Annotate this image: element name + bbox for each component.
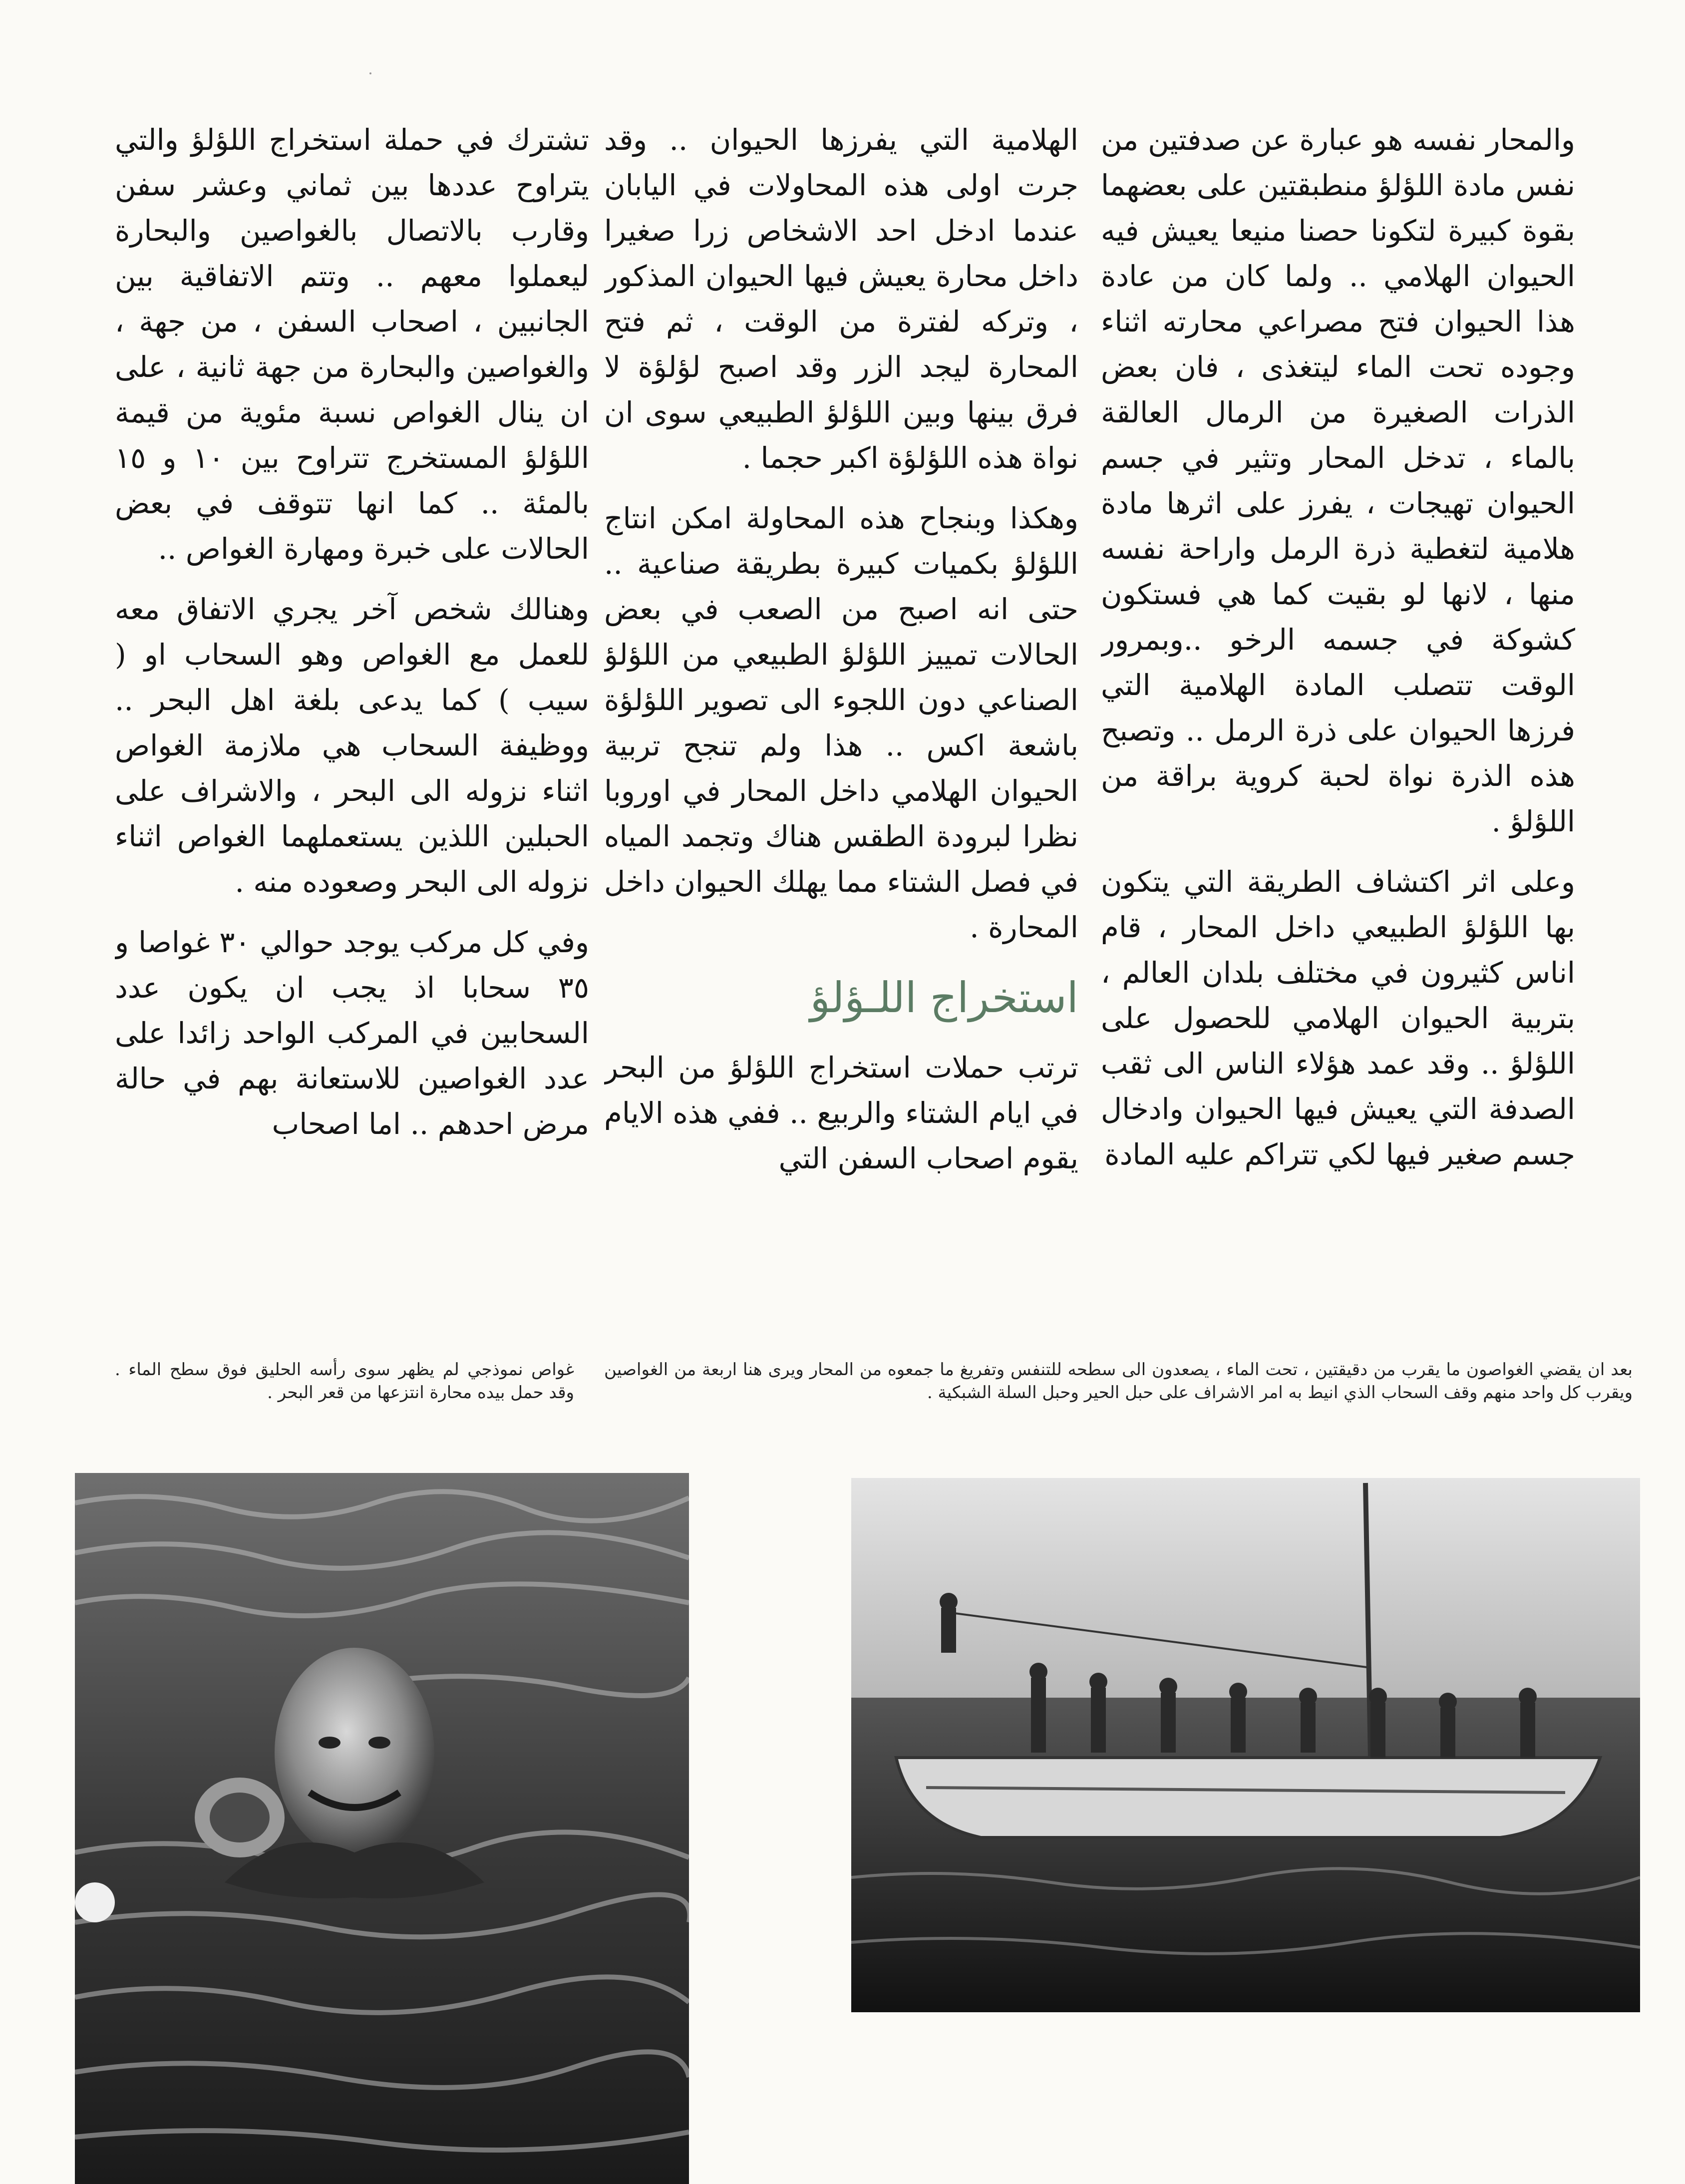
paragraph: وفي كل مركب يوجد حوالي ٣٠ غواصا و ٣٥ سحابا اذ يجب ان يكون عدد السحابين في المركب الواحد زائدا على عدد الغواصين للاستعانة بهم في حالة مرض احدهم .. اما اصحاب xyxy=(115,925,589,1141)
diver-photo xyxy=(75,1473,689,2184)
paragraph: والمحار نفسه هو عبارة عن صدفتين من نفس مادة اللؤلؤ منطبقتين على بعضهما بقوة كبيرة لتكونا حصنا منيعا يعيش فيه الحيوان الهلامي .. ولما كان من عادة هذا الحيوان فتح مصراعي محارته اثناء وجوده تحت الماء ليتغذى ، فان بعض الذرات الصغيرة من الرمال العالقة بالماء ، تدخل المحار وتثير في جسم الحيوان تهيجات ، يفرز على اثرها مادة هلامية لتغطية ذرة الرمل واراحة نفسه منها ، لانها لو بقيت كما هي فستكون كشوكة في جسمه الرخو ..وبمرور الوقت تتصلب المادة الهلامية التي فرزها الحيوان على ذرة الرمل .. وتصبح هذه الذرة نواة لحبة كروية براقة من اللؤلؤ . xyxy=(1101,123,1575,838)
article-column-middle xyxy=(604,117,1078,1326)
boat-photo-caption: بعد ان يقضي الغواصون ما يقرب من دقيقتين ، تحت الماء ، يصعدون الى سطحه للتنفس وتفريغ ما جمعوه من المحار ويرى هنا اربعة من الغواصين ويقرب كل واحد منهم وقف السحاب الذي انيط به امر الاشراف على حبل الحير وحبل السلة الشبكية . xyxy=(604,1360,1633,1403)
section-heading: استخراج اللـؤلؤ xyxy=(810,973,1078,1022)
boat-photo xyxy=(851,1478,1640,2012)
article-column-right xyxy=(1101,117,1575,1326)
paragraph: وعلى اثر اكتشاف الطريقة التي يتكون بها اللؤلؤ الطبيعي داخل المحار ، قام اناس كثيرون في مختلف بلدان العالم ، بتربية الحيوان الهلامي للحصول على اللؤلؤ .. وقد عمد هؤلاء الناس الى ثقب الصدفة التي يعيش فيها الحيوان وادخال جسم صغير فيها لكي تتراكم عليه المادة xyxy=(1101,865,1575,1171)
diver-photo-caption: غواص نموذجي لم يظهر سوى رأسه الحليق فوق سطح الماء . وقد حمل بيده محارة انتزعها من قعر البحر . xyxy=(115,1360,574,1403)
print-speck xyxy=(369,72,371,74)
paragraph: وهنالك شخص آخر يجري الاتفاق معه للعمل مع الغواص وهو السحاب او ( سيب ) كما يدعى بلغة اهل البحر .. ووظيفة السحاب هي ملازمة الغواص اثناء نزوله الى البحر ، والاشراف على الحبلين اللذين يستعملهما الغواص اثناء نزوله الى البحر وصعوده منه . xyxy=(115,592,589,899)
article-column-left xyxy=(115,117,589,1326)
paragraph: وهكذا وبنجاح هذه المحاولة امكن انتاج اللؤلؤ بكميات كبيرة بطريقة صناعية .. حتى انه اصبح من الصعب في بعض الحالات تمييز اللؤلؤ الطبيعي من اللؤلؤ الصناعي دون اللجوء الى تصوير اللؤلؤة باشعة اكس .. هذا ولم تنجح تربية الحيوان الهلامي داخل المحار في اوروبا نظرا لبرودة الطقس هناك وتجمد المياه في فصل الشتاء مما يهلك الحيوان داخل المحارة . xyxy=(604,501,1078,944)
paragraph: تشترك في حملة استخراج اللؤلؤ والتي يتراوح عددها بين ثماني وعشر سفن وقارب بالاتصال بالغواصين والبحارة ليعملوا معهم .. وتتم الاتفاقية بين الجانبين ، اصحاب السفن ، من جهة ، والغواصين والبحارة من جهة ثانية ، على ان ينال الغواص نسبة مئوية من قيمة اللؤلؤ المستخرج تتراوح بين ١٠ و ١٥ بالمئة .. كما انها تتوقف في بعض الحالات على خبرة ومهارة الغواص .. xyxy=(115,123,589,566)
paragraph: الهلامية التي يفرزها الحيوان .. وقد جرت اولى هذه المحاولات في اليابان عندما ادخل احد الاشخاص زرا صغيرا داخل محارة يعيش فيها الحيوان المذكور ، وتركه لفترة من الوقت ، ثم فتح المحارة ليجد الزر وقد اصبح لؤلؤة لا فرق بينها وبين اللؤلؤ الطبيعي سوى ان نواة هذه اللؤلؤة اكبر حجما . xyxy=(604,123,1078,475)
paragraph: ترتب حملات استخراج اللؤلؤ من البحر في ايام الشتاء والربيع .. ففي هذه الايام يقوم اصحاب السفن التي xyxy=(604,1051,1078,1175)
